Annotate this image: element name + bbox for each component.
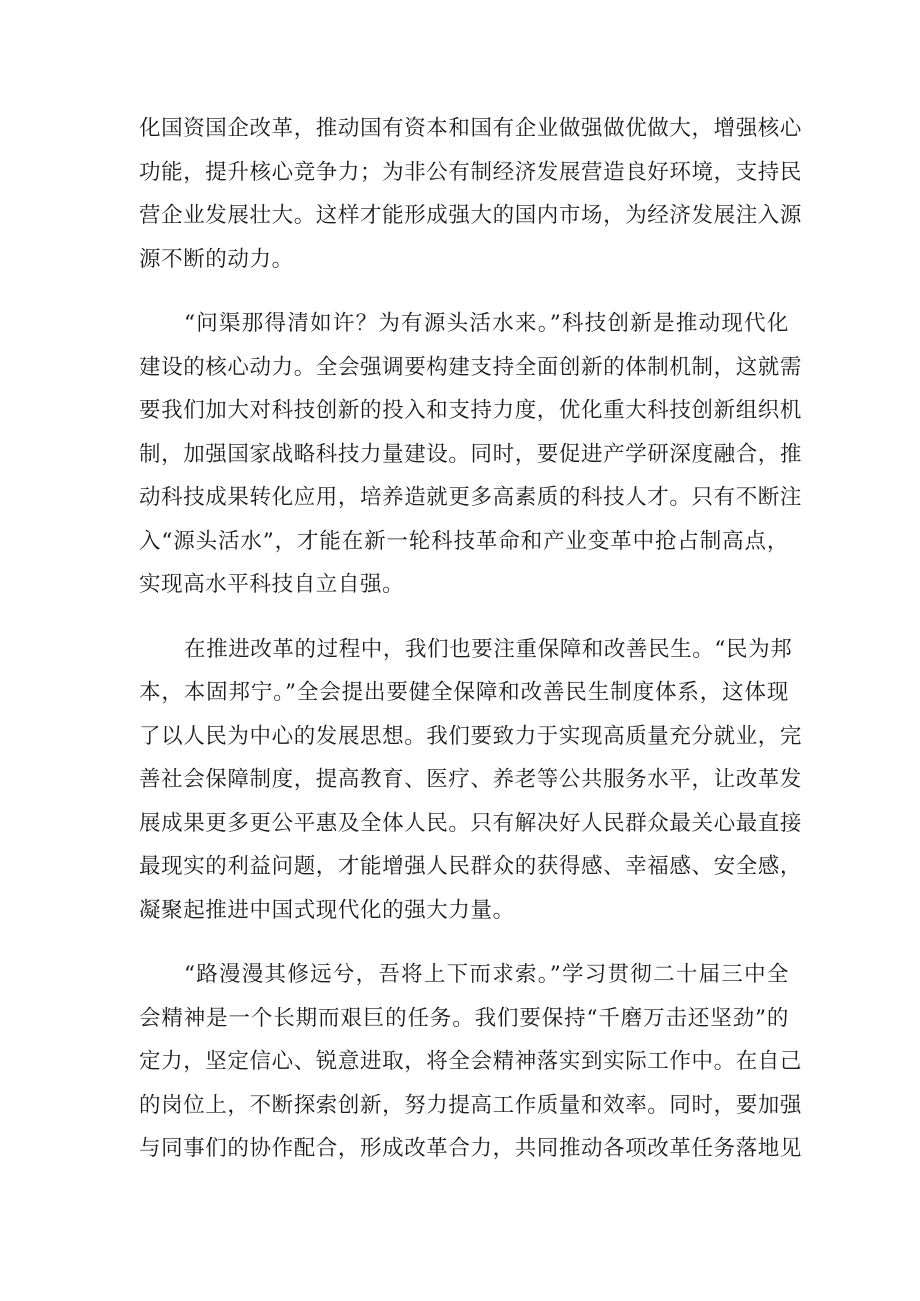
paragraph-4 (139, 953, 803, 1171)
text-line: 善社会保障制度，提高教育、医疗、养老等公共服务水平，让改革发 (139, 767, 803, 792)
text-line: “路漫漫其修远兮，吾将上下而求索。”学习贯彻二十届三中全 (184, 962, 789, 987)
text-line: 动科技成果转化应用，培养造就更多高素质的科技人才。只有不断注 (139, 485, 803, 510)
paragraph-1 (139, 107, 803, 281)
text-line: 要我们加大对科技创新的投入和支持力度，优化重大科技创新组织机 (139, 398, 803, 423)
text-line: 入“源头活水”，才能在新一轮科技革命和产业变革中抢占制高点， (139, 528, 789, 554)
text-line: 本，本固邦宁。”全会提出要健全保障和改善民生制度体系，这体现 (139, 680, 789, 705)
text-line: 源不断的动力。 (139, 246, 294, 272)
text-line: 最现实的利益问题，才能增强人民群众的获得感、幸福感、安全感， (139, 854, 803, 879)
document-body (139, 107, 803, 1192)
text-line: 营企业发展壮大。这样才能形成强大的国内市场，为经济发展注入源 (139, 203, 803, 228)
text-line: 的岗位上，不断探索创新，努力提高工作质量和效率。同时，要加强 (139, 1092, 803, 1118)
text-line: 会精神是一个长期而艰巨的任务。我们要保持“千磨万击还坚劲”的 (139, 1005, 789, 1031)
text-line: 凝聚起推进中国式现代化的强大力量。 (139, 897, 515, 923)
text-line: 实现高水平科技自立自强。 (139, 572, 405, 597)
paragraph-2 (139, 302, 803, 607)
text-line: “问渠那得清如许？为有源头活水来。”科技创新是推动现代化 (184, 311, 789, 336)
text-line: 建设的核心动力。全会强调要构建支持全面创新的体制机制，这就需 (139, 354, 803, 380)
text-line: 制，加强国家战略科技力量建设。同时，要促进产学研深度融合，推 (139, 441, 803, 467)
text-line: 展成果更多更公平惠及全体人民。只有解决好人民群众最关心最直接 (139, 810, 803, 836)
text-line: 在推进改革的过程中，我们也要注重保障和改善民生。“民为邦 (184, 636, 793, 662)
text-line: 了以人民为中心的发展思想。我们要致力于实现高质量充分就业，完 (139, 723, 803, 749)
text-line: 化国资国企改革，推动国有资本和国有企业做强做优做大，增强核心 (139, 116, 803, 141)
text-line: 功能，提升核心竞争力；为非公有制经济发展营造良好环境，支持民 (139, 159, 803, 185)
paragraph-3 (139, 628, 803, 933)
text-line: 与同事们的协作配合，形成改革合力，共同推动各项改革任务落地见 (139, 1136, 803, 1161)
text-line: 定力，坚定信心、锐意进取，将全会精神落实到实际工作中。在自己 (139, 1049, 803, 1074)
